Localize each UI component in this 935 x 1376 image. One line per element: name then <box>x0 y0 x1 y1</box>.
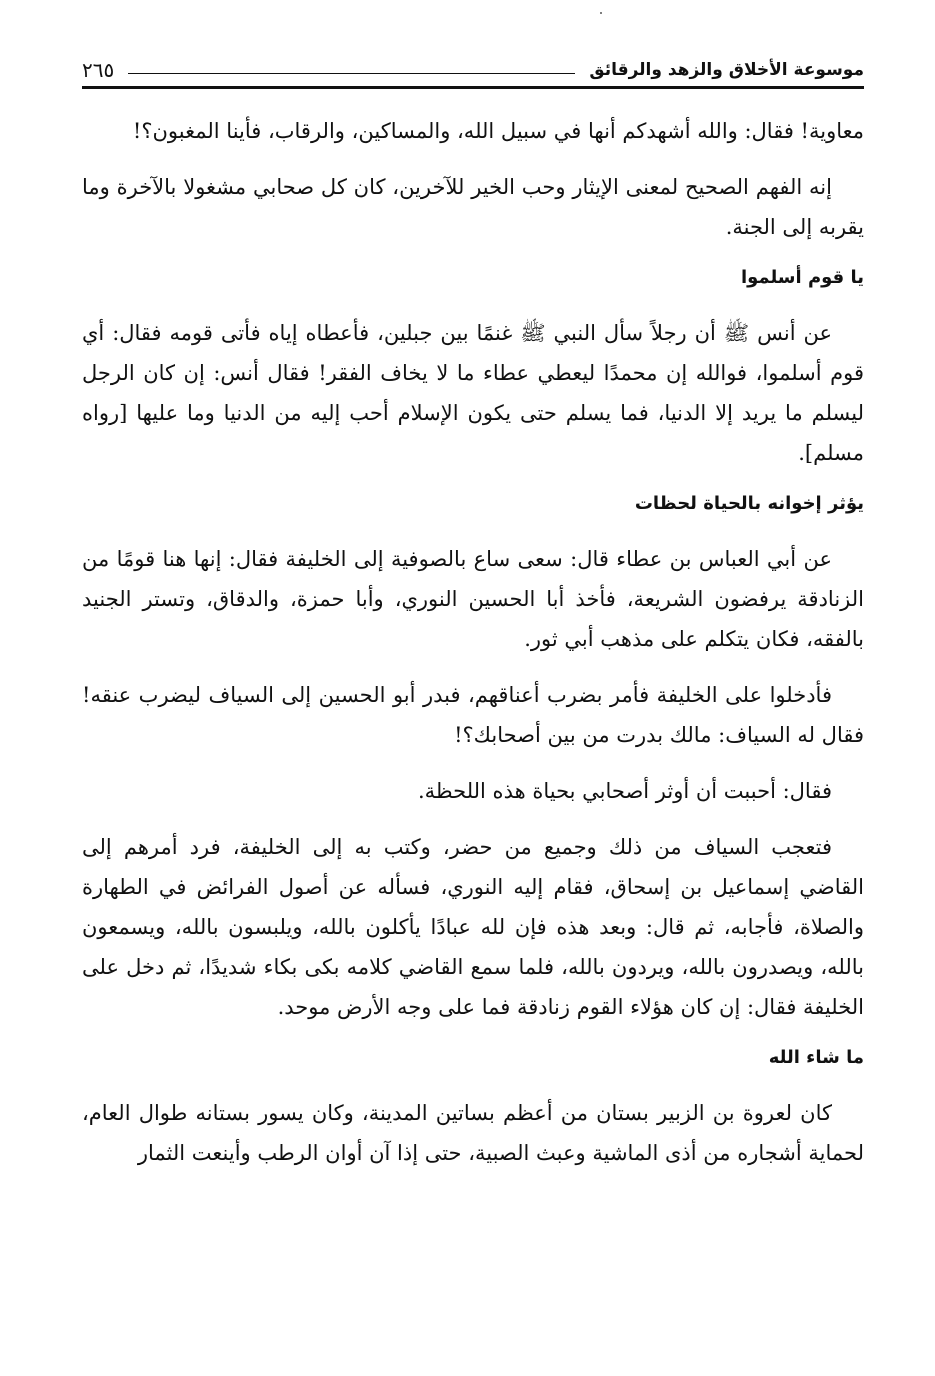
paragraph-8: كان لعروة بن الزبير بستان من أعظم بساتين المدينة، وكان يسور بستانه طوال العام، لحماية أشجاره من أذى الماشية وعبث الصبية، حتى إذا آن أوان الرطب وأينعت الثمار <box>82 1101 864 1165</box>
book-page <box>82 48 864 1348</box>
paragraph-5: فأدخلوا على الخليفة فأمر بضرب أعناقهم، فبدر أبو الحسين إلى السياف ليضرب عنقه! فقال له السياف: مالك بدرت من بين أصحابك؟! <box>82 683 864 747</box>
paragraph-4: عن أبي العباس بن عطاء قال: سعى ساع بالصوفية إلى الخليفة فقال: إنها هنا قومًا من الزنادقة يرفضون الشريعة، فأخذ أبا الحسين النوري، وأبا حمزة، والدقاق، وتستر الجنيد بالفقه، فكان يتكلم على مذهب أبي ثور. <box>82 547 864 651</box>
paragraph-2: إنه الفهم الصحيح لمعنى الإيثار وحب الخير للآخرين، كان كل صحابي مشغولا بالآخرة وما يقربه إلى الجنة. <box>82 175 864 239</box>
section-heading-1: يا قوم أسلموا <box>740 267 864 288</box>
paragraph-3: عن أنس ﷺ أن رجلاً سأل النبي ﷺ غنمًا بين جبلين، فأعطاه إياه فأتى قومه فقال: أي قوم أسلموا، فوالله إن محمدًا ليعطي عطاء ما لا يخاف الفقر! فقال أنس: إن كان الرجل ليسلم ما يريد إلا الدنيا، فما يسلم حتى يكون الإسلام أحب إليه من الدنيا وما عليها [رواه مسلم]. <box>82 321 864 465</box>
section-heading-3: ما شاء الله <box>768 1047 864 1068</box>
scan-speck <box>600 12 602 14</box>
section-heading-2: يؤثر إخوانه بالحياة لحظات <box>634 493 864 514</box>
header-rule <box>128 73 575 74</box>
book-title: موسوعة الأخلاق والزهد والرقائق <box>589 60 864 80</box>
page-body <box>82 111 864 1173</box>
page-number: ٢٦٥ <box>82 58 115 82</box>
paragraph-6: فقال: أحببت أن أوثر أصحابي بحياة هذه اللحظة. <box>417 779 832 803</box>
paragraph-7: فتعجب السياف من ذلك وجميع من حضر، وكتب به إلى الخليفة، فرد أمرهم إلى القاضي إسماعيل بن إسحاق، فقام إليه النوري، فسأله عن أصول الفرائض في الطهارة والصلاة، فأجابه، ثم قال: وبعد هذه فإن لله عبادًا يأكلون بالله، ويلبسون بالله، ويسمعون بالله، ويصدرون بالله، ويردون بالله، فلما سمع القاضي كلامه بكى بكاء شديدًا، ثم دخل على الخليفة فقال: إن كان هؤلاء القوم زنادقة فما على وجه الأرض موحد. <box>82 835 864 1019</box>
paragraph-1: معاوية! فقال: والله أشهدكم أنها في سبيل الله، والمساكين، والرقاب، فأينا المغبون؟! <box>132 119 864 143</box>
running-header <box>82 48 864 89</box>
